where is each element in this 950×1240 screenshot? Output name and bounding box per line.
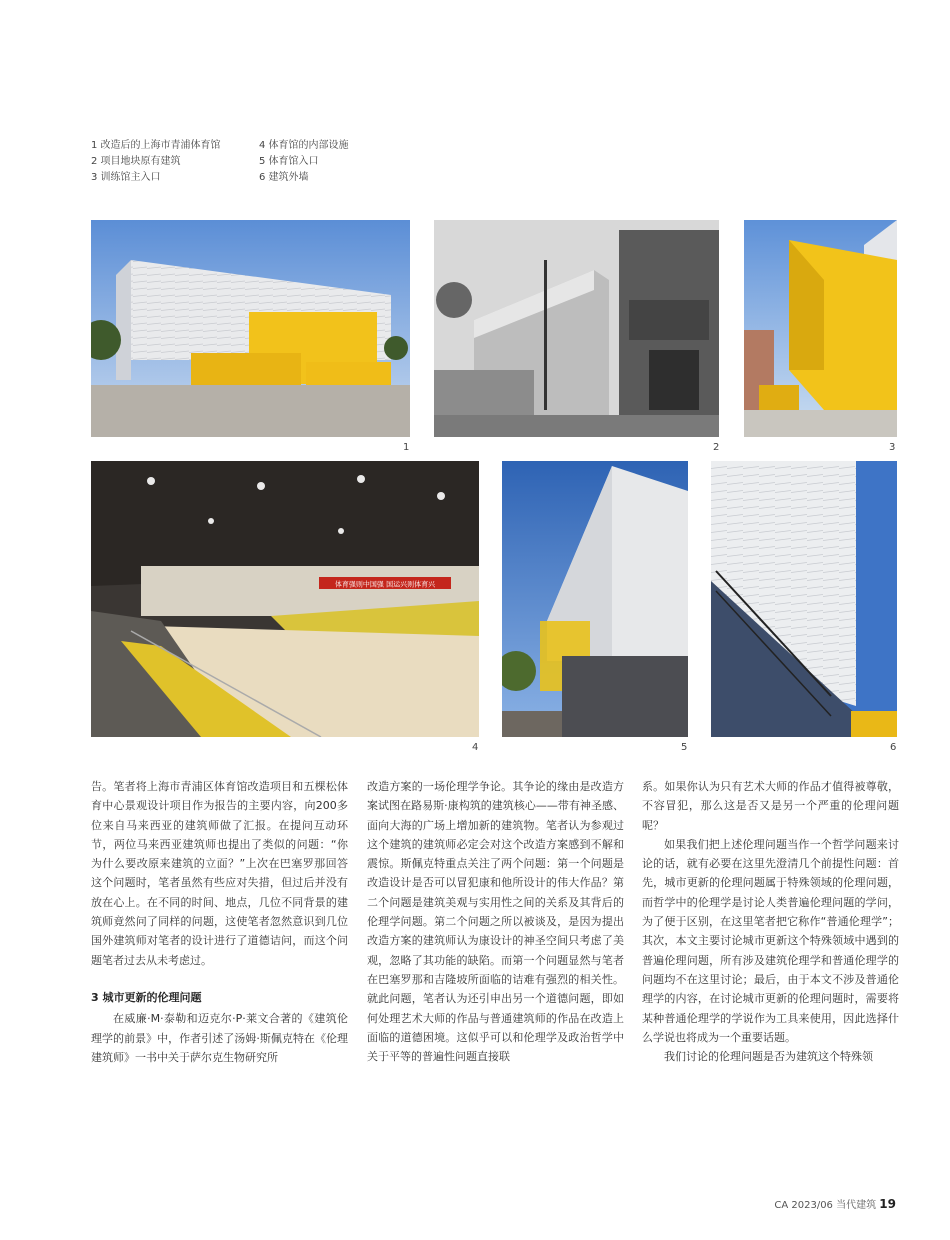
caption-6: 6 建筑外墙 (259, 172, 309, 183)
caption-4: 4 体育馆的内部设施 (259, 140, 349, 151)
paragraph: 告。笔者将上海市青浦区体育馆改造项目和五棵松体育中心景观设计项目作为报告的主要内容，向200多位来自马来西亚的建筑师做了汇报。在提问互动环节，两位马来西亚建筑师也提出了类似的问题：“你为什么要改原来建筑的立面？”上次在巴塞罗那回答这个问题时，笔者虽然有些应对失措，但过后并没有放在心上。在不同的时间、地点，几位不同背景的建筑师竟然问了同样的问题，这使笔者忽然意识到几位国外建筑师对笔者的设计进行了道德诘问，而这个问题笔者过去从未考虑过。 (91, 780, 348, 967)
caption-2: 2 项目地块原有建筑 (91, 156, 181, 167)
photo-6-facade (711, 461, 897, 737)
page-footer (774, 1196, 896, 1211)
journal-name: CA 2023/06 当代建筑 (774, 1200, 877, 1211)
figure-number-6: 6 (890, 742, 897, 753)
caption-3: 3 训练馆主入口 (91, 172, 161, 183)
page-number: 19 (879, 1197, 896, 1211)
paragraph: 改造方案的一场伦理学争论。其争论的缘由是改造方案试图在路易斯·康构筑的建筑核心——带有神圣感、面向大海的广场上增加新的建筑物。笔者认为参观过这个建筑的建筑师必定会对这个改造方案感到不解和震惊。斯佩克特重点关注了两个问题：第一个问题是改造设计是否可以冒犯康和他所设计的伟大作品？第二个问题是建筑美观与实用性之间的关系及其背后的伦理学问题。第二个问题之所以被谈及，是因为提出改造方案的建筑师认为康设计的神圣空间只考虑了美观，忽略了其功能的缺陷。而第一个问题显然与笔者在巴塞罗那和吉隆坡所面临的诘难有强烈的相关性。就此问题，笔者认为还引申出另一个道德问题，即如何处理艺术大师的作品与普通建筑师的作品在改造上面临的道德困境。这似乎可以和伦理学及政治哲学中关于平等的普遍性问题直接联 (367, 780, 624, 1064)
figure-number-5: 5 (681, 742, 688, 753)
caption-1: 1 改造后的上海市青浦体育馆 (91, 140, 221, 151)
caption-column-right (259, 138, 429, 186)
banner-text: 体育强则中国强 国运兴则体育兴 (334, 580, 436, 589)
paragraph: 我们讨论的伦理问题是否为建筑这个特殊领 (664, 1050, 873, 1064)
photo-2-original-building (434, 220, 719, 437)
figure-number-3: 3 (889, 442, 896, 453)
photo-3-training-hall-entrance (744, 220, 897, 437)
text-column-3 (642, 777, 899, 1066)
caption-column-left (91, 138, 261, 186)
text-column-2 (367, 777, 624, 1066)
paragraph: 在威廉·M·泰勒和迈克尔·P·莱文合著的《建筑伦理学的前景》中，作者引述了汤姆·斯佩克特在《伦理建筑师》一书中关于萨尔克生物研究所 (91, 1012, 348, 1064)
photo-4-interior (91, 461, 479, 737)
figure-number-2: 2 (713, 442, 720, 453)
paragraph: 如果我们把上述伦理问题当作一个哲学问题来讨论的话，就有必要在这里先澄清几个前提性问题：首先，城市更新的伦理问题属于特殊领域的伦理问题，而哲学中的伦理学是讨论人类普遍伦理问题的学问，为了便于区别，在这里笔者把它称作“普通伦理学”；其次，本文主要讨论城市更新这个特殊领域中遇到的普遍伦理问题，所有涉及建筑伦理学和普通伦理学的问题均不在这里讨论；最后，由于本文不涉及普通伦理学的内容，在讨论城市更新的伦理问题时，需要将某种普通伦理学的学说作为工具来使用，因此选择什么学说也将成为一个重要话题。 (642, 837, 899, 1044)
text-column-1 (91, 777, 348, 1067)
caption-5: 5 体育馆入口 (259, 156, 319, 167)
figure-number-4: 4 (472, 742, 479, 753)
section-heading: 3 城市更新的伦理问题 (91, 990, 202, 1004)
figure-number-1: 1 (403, 442, 410, 453)
photo-1-exterior (91, 220, 410, 437)
paragraph: 系。如果你认为只有艺术大师的作品才值得被尊敬，不容冒犯，那么这是否又是另一个严重的伦理问题呢？ (642, 780, 899, 832)
photo-5-entrance (502, 461, 688, 737)
